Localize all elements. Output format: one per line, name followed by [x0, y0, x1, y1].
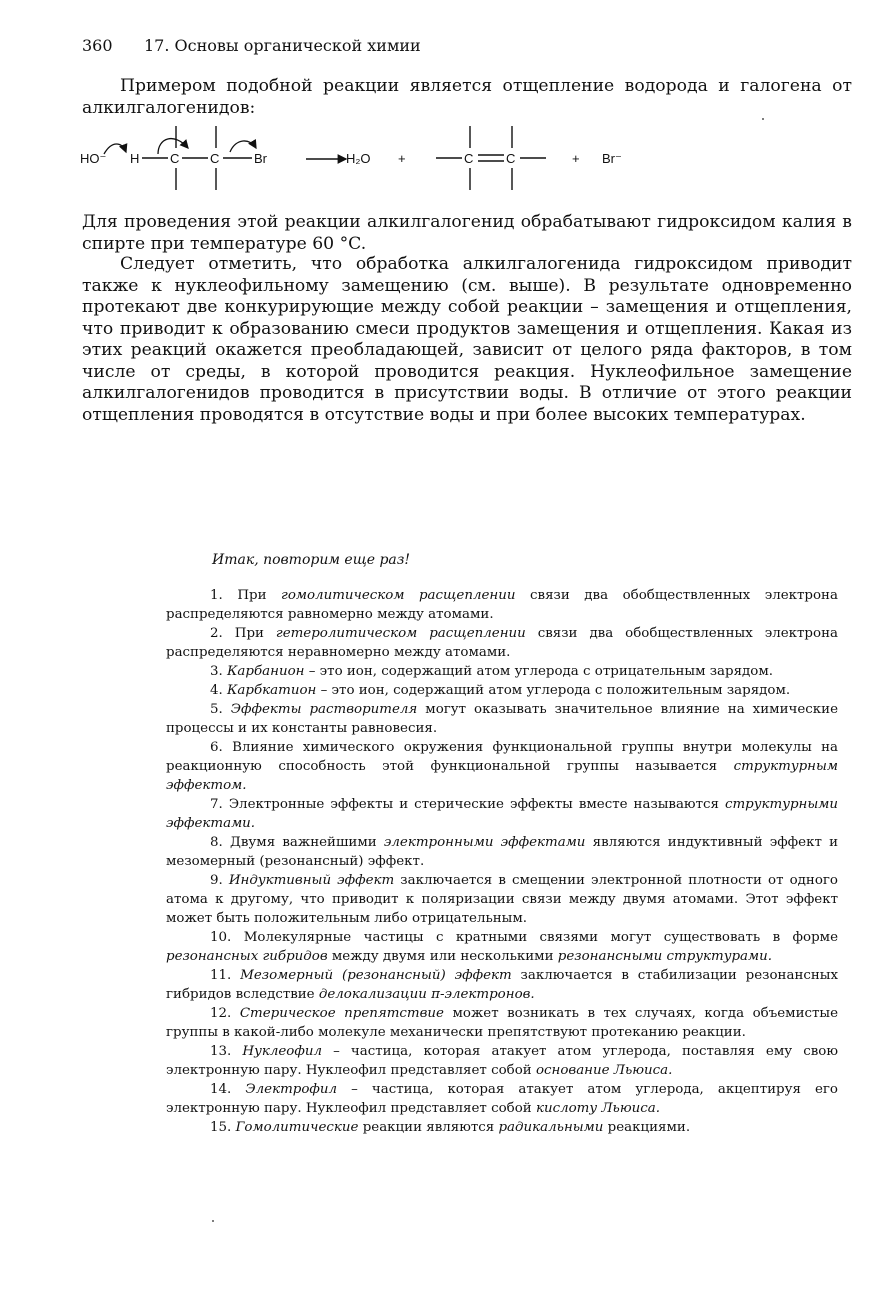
plus-sign-2: + [572, 151, 580, 166]
summary-item: 1. При гомолитическом расщеплении связи два обобществленных электрона распределяются равномерно между атомами. [166, 588, 838, 622]
plus-sign-1: + [398, 151, 406, 166]
scan-speck [212, 1220, 214, 1222]
summary-title: Итак, повторим еще раз! [212, 552, 411, 568]
hydrogen-atom: H [130, 151, 140, 166]
scan-speck [762, 118, 764, 120]
summary-item: 4. Карбкатион – это ион, содержащий атом углерода с положительным зарядом. [210, 683, 791, 698]
page-number: 360 [82, 36, 113, 55]
alkene-carbon-2: C [506, 151, 516, 166]
summary-item: 5. Эффекты растворителя могут оказывать значительное влияние на химические процессы и их константы равновесия. [166, 702, 838, 736]
chapter-title: 17. Основы органической химии [144, 36, 421, 55]
summary-item: 2. При гетеролитическом расщеплении связи два обобществленных электрона распределяются неравномерно между атомами. [166, 626, 838, 660]
summary-item: 3. Карбанион – это ион, содержащий атом углерода с отрицательным зарядом. [210, 664, 774, 679]
water-product: H₂O [346, 151, 371, 166]
elimination-reaction-scheme [78, 118, 638, 196]
summary-item: 15. Гомолитические реакции являются радикальными реакциями. [210, 1120, 691, 1135]
hydroxide-ion: HO⁻ [80, 151, 107, 166]
summary-item: 10. Молекулярные частицы с кратными связями могут существовать в форме резонансных гибридов между двумя или несколькими резонансными структурами. [166, 930, 839, 964]
electron-arrow-3 [230, 141, 256, 152]
carbon-atom-1: C [170, 151, 180, 166]
summary-item: 13. Нуклеофил – частица, которая атакует атом углерода, поставляя ему свою электронную пару. Нуклеофил представляет собой основание Льюиса. [166, 1044, 838, 1078]
summary-item: 9. Индуктивный эффект заключается в смещении электронной плотности от одного атома к другому, что приводит к поляризации связи между двумя атомами. Этот эффект может быть положительным либо отрицательным. [166, 873, 838, 926]
discussion-paragraph: Следует отметить, что обработка алкилгалогенида гидроксидом приводит также к нуклеофильному замещению (см. выше). В результате одновременно протекают две конкурирующие между собой реакции – замещения и отщепления, что приводит к образованию смеси продуктов замещения и отщепления. Какая из этих реакций окажется преобладающей, зависит от целого ряда факторов, в том числе от среды, в которой проводится реакция. Нуклеофильное замещение алкилгалогенидов проводится в присутствии воды. В отличие от этого реакции отщепления проводятся в отсутствие воды и при более высоких температурах. [82, 254, 852, 425]
summary-item: 14. Электрофил – частица, которая атакует атом углерода, акцептируя его электронную пару. Нуклеофил представляет собой кислоту Льюиса. [166, 1082, 838, 1116]
conditions-paragraph: Для проведения этой реакции алкилгалогенид обрабатывают гидроксидом калия в спирте при температуре 60 °C. [82, 212, 852, 254]
summary-list [166, 586, 838, 1137]
summary-item: 6. Влияние химического окружения функциональной группы внутри молекулы на реакционную способность этой функциональной группы называется структурным эффектом. [166, 740, 838, 793]
carbon-atom-2: C [210, 151, 220, 166]
alkene-carbon-1: C [464, 151, 474, 166]
electron-arrow-1 [104, 144, 126, 154]
summary-item: 7. Электронные эффекты и стерические эффекты вместе называются структурными эффектами. [166, 797, 838, 831]
page-header [82, 36, 421, 55]
summary-item: 11. Мезомерный (резонансный) эффект заключается в стабилизации резонансных гибридов вследствие делокализации π-электронов. [166, 968, 839, 1002]
bromide-ion: Br⁻ [602, 151, 622, 166]
bromine-atom: Br [254, 151, 267, 166]
summary-item: 8. Двумя важнейшими электронными эффектами являются индуктивный эффект и мезомерный (резонансный) эффект. [166, 835, 838, 869]
intro-paragraph: Примером подобной реакции является отщепление водорода и галогена от алкилгалогенидов: [82, 76, 852, 118]
summary-item: 12. Стерическое препятствие может возникать в тех случаях, когда объемистые группы в какой-либо молекуле механически препятствуют протеканию реакции. [166, 1006, 838, 1040]
